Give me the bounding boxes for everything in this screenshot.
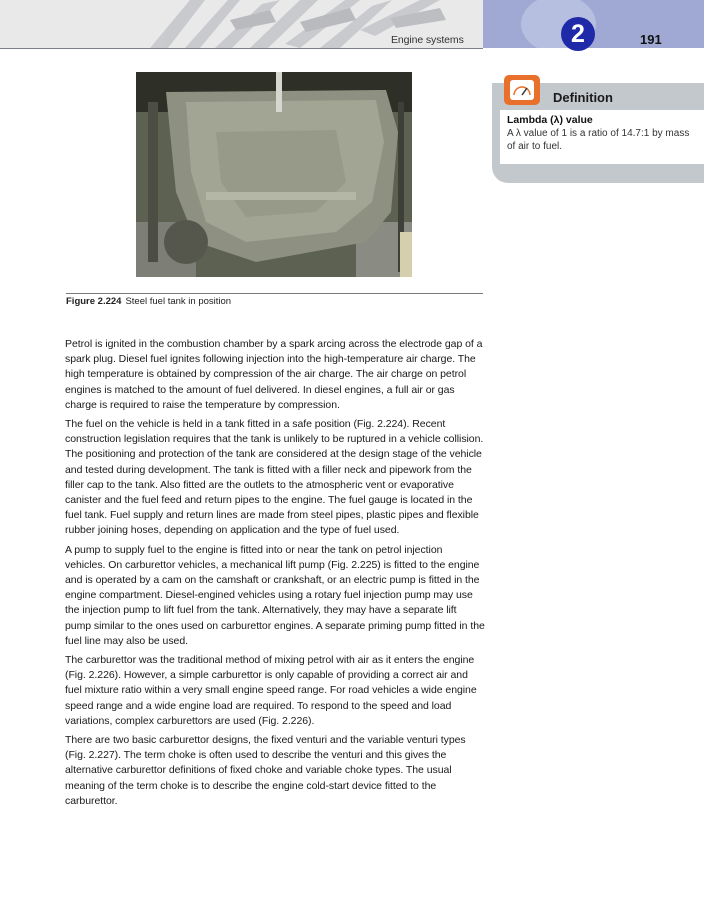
figure-label: Figure 2.224 bbox=[66, 296, 122, 307]
header-rule bbox=[0, 48, 483, 49]
paragraph: The fuel on the vehicle is held in a tank fitted in a safe position (Fig. 2.224). Recent construction legislation requires that the tank is unlikely to be ruptured in a vehicle collision. The positioning and protection of the tank are considered at the design stage of the vehicle and tested during development. The tank is fitted with a filler neck and pipework from the filler cap to the tank. Also fitted are the outlets to the atmospheric vent or evaporative canister and the fuel feed and return pipes to the engine. The fuel gauge is located in the fuel tank. Fuel supply and return lines are made from steel pipes, plastic pipes and flexible rubber joining hoses, depending on application and the type of fuel used. bbox=[65, 418, 484, 537]
page-number: 191 bbox=[640, 32, 662, 47]
paragraph: Petrol is ignited in the combustion chamber by a spark arcing across the electrode gap of a spark plug. Diesel fuel ignites following injection into the high-temperature air charge. The high temperature is obtained by compression of the air charge. The air charge on petrol engines is matched to the amount of fuel delivered. In diesel engines, a full air or gas charge is required to raise the temperature by compression. bbox=[65, 338, 483, 411]
chapter-number: 2 bbox=[561, 17, 595, 51]
figure-rule bbox=[66, 293, 483, 294]
figure-caption-text: Steel fuel tank in position bbox=[125, 296, 232, 307]
definition-term: Lambda (λ) value bbox=[507, 114, 593, 126]
definition-text: A λ value of 1 is a ratio of 14.7:1 by mass of air to fuel. bbox=[507, 128, 690, 152]
body-text bbox=[65, 337, 485, 813]
definition-title: Definition bbox=[553, 90, 613, 105]
paragraph: The carburettor was the traditional method of mixing petrol with air as it enters the engine (Fig. 2.226). However, a simple carburettor is only capable of providing a correct air and fuel mixture ratio within a very small engine speed range. For road vehicles a wide engine speed range and a wide engine load are required. To respond to the speed and load variations, complex carburettors are used (Fig. 2.226). bbox=[65, 654, 477, 727]
running-head: Engine systems bbox=[391, 34, 464, 46]
paragraph: A pump to supply fuel to the engine is fitted into or near the tank on petrol injection vehicles. On carburettor vehicles, a mechanical lift pump (Fig. 2.225) is fitted to the engine and is operated by a cam on the camshaft or crankshaft, or an electric pump is fitted in the engine compartment. Diesel-engined vehicles using a rotary fuel injection pump may use the injection pump to lift fuel from the tank. Alternatively, they may have a separate lift pump similar to the ones used on carburettor engines. A separate priming pump fitted in the fuel line may also be used. bbox=[65, 543, 485, 647]
gauge-icon bbox=[504, 75, 540, 105]
figure-caption bbox=[66, 296, 231, 307]
figure-photo bbox=[136, 72, 412, 277]
paragraph: There are two basic carburettor designs, the fixed venturi and the variable venturi types (Fig. 2.227). The term choke is often used to describe the venturi and this gives the alternative carburettor definitions of fixed choke and variable choke types. The usual meaning of the term choke is to describe the engine cold-start device fitted to the carburettor. bbox=[65, 734, 466, 807]
